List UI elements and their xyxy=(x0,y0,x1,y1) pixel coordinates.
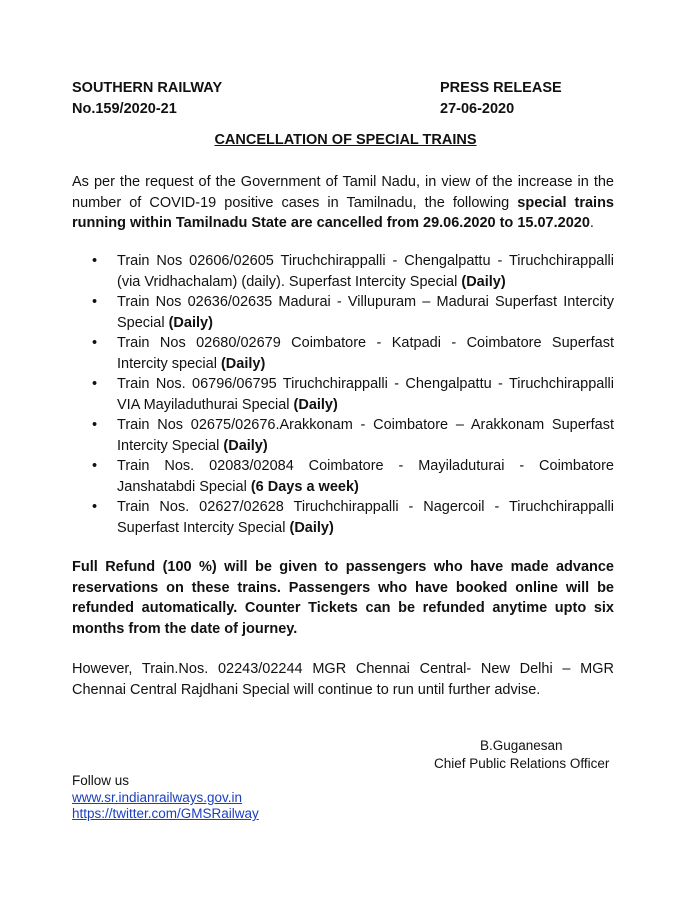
however-paragraph: However, Train.Nos. 02243/02244 MGR Chennai Central- New Delhi – MGR Chennai Central Rajdhani Special will continue to run until further advise. xyxy=(72,661,614,698)
intro-paragraph xyxy=(72,172,614,234)
intro-end: . xyxy=(589,215,594,231)
signatory-name: B.Guganesan xyxy=(480,738,563,753)
header-row-2 xyxy=(72,101,632,117)
intro-bold: special trains running within Tamilnadu State are cancelled from 29.06.2020 to 15.07.2020 xyxy=(72,194,614,231)
list-item: • Train Nos 02636/02635 Madurai - Villupuram – Madurai Superfast Intercity Special (Daily) xyxy=(92,294,614,331)
follow-label: Follow us xyxy=(72,773,130,788)
list-item: • Train Nos 02680/02679 Coimbatore - Katpadi - Coimbatore Superfast Intercity special (Daily) xyxy=(92,335,614,372)
bullet-icon: • xyxy=(92,417,98,433)
bullet-icon: • xyxy=(92,335,98,351)
list-item: • Train Nos. 02083/02084 Coimbatore - Mayiladuturai - Coimbatore Janshatabdi Special (6 Days a week) xyxy=(92,458,614,495)
twitter-link[interactable]: https://twitter.com/GMSRailway xyxy=(72,806,259,821)
bullet-icon: • xyxy=(92,294,98,310)
list-item: • Train Nos. 06796/06795 Tiruchchirappalli - Chengalpattu - Tiruchchirappalli VIA Mayiladuthurai Special (Daily) xyxy=(92,376,614,413)
list-item: • Train Nos. 02627/02628 Tiruchchirappalli - Nagercoil - Tiruchchirappalli Superfast Intercity Special (Daily) xyxy=(92,499,614,536)
bullet-icon: • xyxy=(92,458,98,474)
org-name: SOUTHERN RAILWAY xyxy=(72,80,223,96)
release-number: No.159/2020-21 xyxy=(72,101,177,117)
bullet-icon: • xyxy=(92,376,98,392)
bullet-icon: • xyxy=(92,499,98,515)
release-label: PRESS RELEASE xyxy=(440,80,562,96)
list-item: • Train Nos 02606/02605 Tiruchchirappalli - Chengalpattu - Tiruchchirappalli (via Vridhachalam) (daily). Superfast Intercity Special (Daily) xyxy=(92,253,614,290)
refund-paragraph: Full Refund (100 %) will be given to passengers who have made advance reservations on these trains. Passengers who have booked online will be refunded automatically. Counter Tickets can be refunded anytime upto six months from the date of journey. xyxy=(72,559,614,637)
signatory-designation: Chief Public Relations Officer xyxy=(434,756,610,771)
intro-text: As per the request of the Government of Tamil Nadu, in view of the increase in the number of COVID-19 positive cases in Tamilnadu, the following xyxy=(72,174,614,211)
bullet-icon: • xyxy=(92,253,98,269)
train-list xyxy=(72,251,614,538)
list-item: • Train Nos 02675/02676.Arakkonam - Coimbatore – Arakkonam Superfast Intercity Special (Daily) xyxy=(92,417,614,454)
page-title: CANCELLATION OF SPECIAL TRAINS xyxy=(214,132,477,148)
header-row-1 xyxy=(72,80,632,96)
website-link[interactable]: www.sr.indianrailways.gov.in xyxy=(72,790,243,805)
release-date: 27-06-2020 xyxy=(440,101,515,117)
